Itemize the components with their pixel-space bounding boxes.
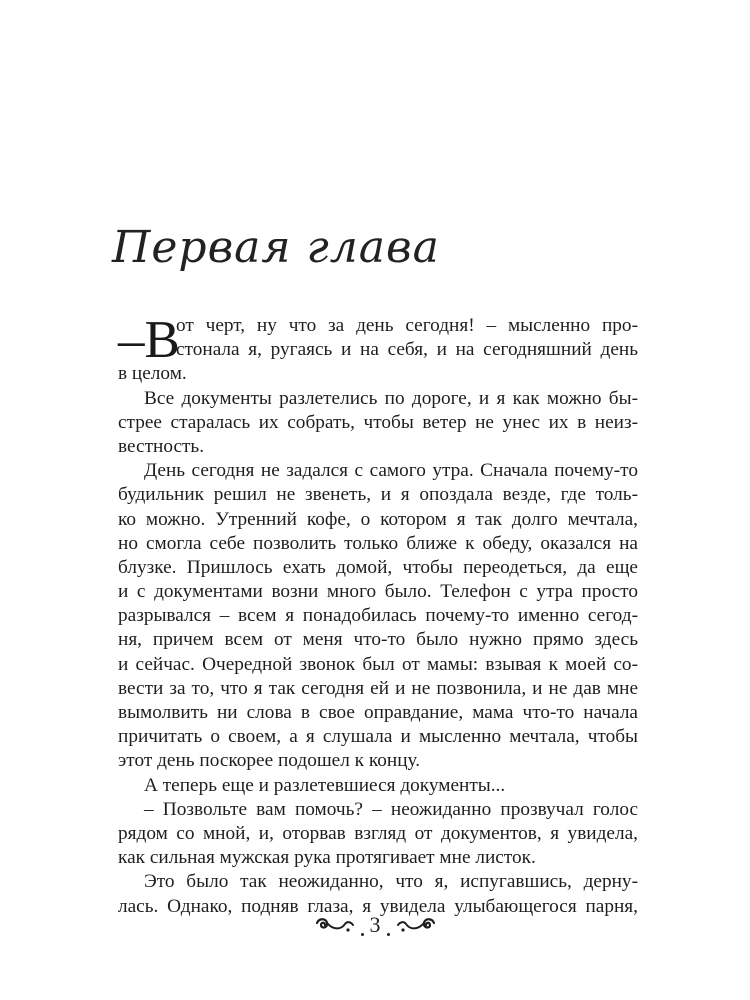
text-line: причитать о своем, а я слушала и мысленно мечтала, чтобы	[118, 726, 638, 748]
page-number: 3	[369, 912, 381, 937]
text-line: Это было так неожиданно, что я, испугавшись, дерну-	[144, 871, 638, 893]
text-line: ня, причем всем от меня что-то было нужно прямо здесь	[118, 629, 638, 651]
page-footer	[0, 910, 750, 940]
text-line: ко можно. Утренний кофе, о котором я так долго мечтала,	[118, 508, 638, 530]
swash-ornament-right-icon	[396, 916, 436, 934]
text-line: вымолвить ни слова в свое оправдание, мама что-то начала	[118, 702, 638, 723]
text-line: как сильная мужская рука протягивает мне листок.	[118, 847, 536, 869]
text-line: стонала я, ругаясь и на себя, и на сегодняшний день	[176, 339, 638, 361]
text-line: – Позвольте вам помочь? – неожиданно прозвучал голос	[144, 798, 638, 820]
text-line: блузке. Пришлось ехать домой, чтобы переодеться, да еще	[118, 556, 638, 578]
chapter-text	[118, 311, 638, 919]
ornament-dot	[361, 933, 364, 936]
text-line: этот день поскорее подошел к концу.	[118, 750, 421, 772]
text-line: Все документы разлетелись по дороге, и я как можно бы-	[144, 387, 638, 409]
ornament-dot	[387, 933, 390, 936]
text-line: стрее старалась их собрать, чтобы ветер не унес их в неиз-	[118, 411, 638, 433]
text-line: и с документами возни много было. Телефон с утра просто	[118, 581, 638, 603]
swash-ornament-left-icon	[315, 916, 355, 934]
text-line: лась. Однако, подняв глаза, я увидела улыбающегося парня,	[118, 895, 638, 917]
chapter-title: Первая глава	[112, 222, 440, 273]
text-line: А теперь еще и разлетевшиеся документы...	[144, 774, 506, 796]
drop-cap: –В	[118, 311, 180, 369]
text-line: вести за то, что я так сегодня ей и не позвонила, и не дав мне	[118, 677, 638, 699]
text-line: будильник решил не звенеть, и я опоздала везде, где толь-	[118, 484, 638, 506]
text-line: вестность.	[118, 435, 205, 457]
text-line: День сегодня не задался с самого утра. Сначала почему-то	[144, 460, 638, 482]
text-line: рядом со мной, и, оторвав взгляд от документов, я увидела,	[118, 822, 638, 844]
text-line: в целом.	[118, 363, 187, 385]
text-line: но смогла себе позволить только ближе к обеду, оказался на	[118, 532, 638, 554]
text-line: разрывался – всем я понадобилась почему-то именно сегод-	[118, 605, 638, 627]
text-line: от черт, ну что за день сегодня! – мысленно про-	[176, 315, 638, 336]
text-line: и сейчас. Очередной звонок был от мамы: взывая к моей со-	[118, 653, 638, 675]
